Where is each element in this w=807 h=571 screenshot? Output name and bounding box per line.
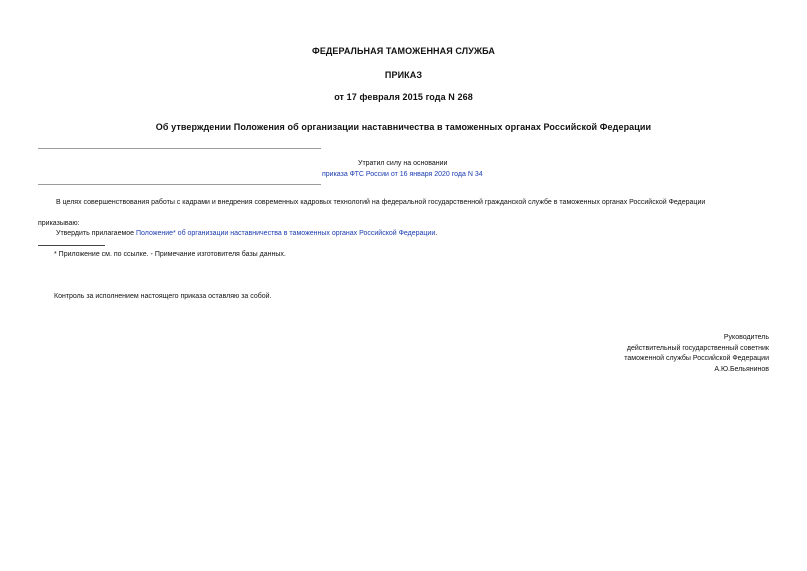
regulation-link[interactable]: Положение* об организации наставничества в таможенных органах Российской Федерации [136, 230, 436, 237]
signer-position: Руководитель [723, 334, 769, 341]
footnote-divider [38, 245, 105, 246]
approve-suffix: . [435, 230, 438, 237]
control-paragraph: Контроль за исполнением настоящего приказа оставляю за собой. [54, 293, 272, 300]
footnote-text: * Приложение см. по ссылке. - Примечание изготовителя базы данных. [54, 251, 286, 258]
status-note-text: Утратил силу на основании [358, 160, 448, 167]
document-type: ПРИКАЗ [384, 70, 423, 80]
divider-top [38, 148, 321, 149]
document-date-number: от 17 февраля 2015 года N 268 [334, 92, 473, 102]
repeal-order-link[interactable]: приказа ФТС России от 16 января 2020 года N 34 [322, 171, 483, 178]
document-title: Об утверждении Положения об организации наставничества в таможенных органах Российской Федерации [155, 122, 652, 132]
signer-rank-line1: действительный государственный советник [626, 344, 769, 352]
divider-bottom [38, 184, 321, 185]
signer-name: А.Ю.Бельянинов [714, 365, 769, 373]
agency-name: ФЕДЕРАЛЬНАЯ ТАМОЖЕННАЯ СЛУЖБА [312, 46, 495, 56]
signer-rank-line2: таможенной службы Российской Федерации [624, 355, 769, 362]
signature-block [624, 333, 769, 375]
order-word: приказываю: [38, 220, 80, 227]
approve-prefix: Утвердить прилагаемое [56, 230, 137, 237]
approve-paragraph [56, 229, 437, 238]
preamble-paragraph: В целях совершенствования работы с кадрами и внедрения современных кадровых технологий на федеральной государственной гражданской службе в таможенных органах Российской Федерации [56, 199, 706, 206]
